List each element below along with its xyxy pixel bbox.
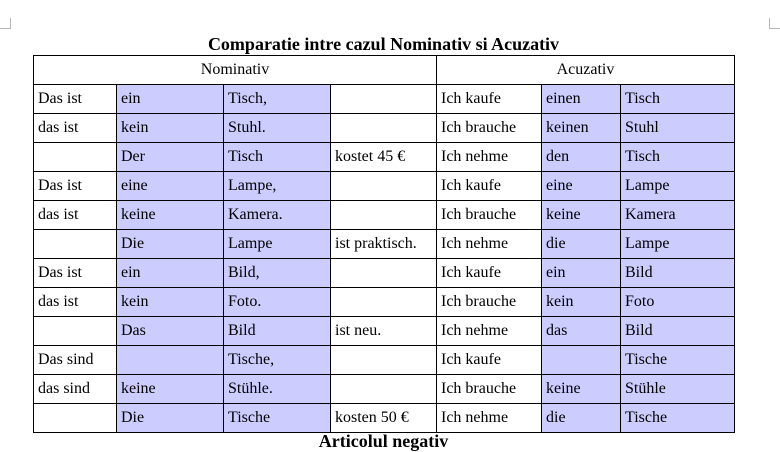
cell-acuzativ-phrase: Ich nehme <box>437 317 542 346</box>
cell-nominativ-predicate <box>331 114 437 143</box>
cell-nominativ-article: kein <box>117 114 224 143</box>
cell-nominativ-noun: Tische, <box>224 346 331 375</box>
cell-nominativ-article: ein <box>117 259 224 288</box>
cell-nominativ-noun: Bild <box>224 317 331 346</box>
cell-nominativ-phrase <box>34 230 117 259</box>
cell-nominativ-phrase: Das ist <box>34 85 117 114</box>
cell-nominativ-phrase: Das sind <box>34 346 117 375</box>
cell-nominativ-predicate <box>331 172 437 201</box>
table-row <box>34 288 735 317</box>
table-body <box>34 85 735 433</box>
cell-acuzativ-phrase: Ich nehme <box>437 143 542 172</box>
cell-nominativ-article: kein <box>117 288 224 317</box>
cell-nominativ-predicate <box>331 288 437 317</box>
cell-nominativ-noun: Lampe <box>224 230 331 259</box>
cell-nominativ-phrase <box>34 143 117 172</box>
cell-acuzativ-article: die <box>542 404 621 433</box>
cell-acuzativ-phrase: Ich brauche <box>437 114 542 143</box>
cell-nominativ-noun: Foto. <box>224 288 331 317</box>
cell-nominativ-article: Der <box>117 143 224 172</box>
header-row <box>34 56 735 85</box>
comparison-table <box>33 55 735 433</box>
cell-acuzativ-article: ein <box>542 259 621 288</box>
cell-acuzativ-noun: Tisch <box>621 143 735 172</box>
cell-nominativ-predicate <box>331 346 437 375</box>
table-row <box>34 143 735 172</box>
cell-nominativ-noun: Kamera. <box>224 201 331 230</box>
cell-acuzativ-noun: Lampe <box>621 230 735 259</box>
cell-nominativ-article: Das <box>117 317 224 346</box>
cell-nominativ-phrase: Das ist <box>34 172 117 201</box>
cell-acuzativ-noun: Lampe <box>621 172 735 201</box>
next-section-heading: Articolul negativ <box>318 431 449 451</box>
cell-nominativ-phrase <box>34 404 117 433</box>
cell-acuzativ-article: keinen <box>542 114 621 143</box>
page-corner-mark-left <box>0 18 11 29</box>
header-acuzativ: Acuzativ <box>437 56 735 85</box>
table-row <box>34 172 735 201</box>
cell-acuzativ-noun: Tische <box>621 346 735 375</box>
cell-acuzativ-phrase: Ich kaufe <box>437 172 542 201</box>
cell-acuzativ-article: kein <box>542 288 621 317</box>
cell-nominativ-phrase: Das ist <box>34 259 117 288</box>
cell-nominativ-noun: Tisch, <box>224 85 331 114</box>
cell-nominativ-phrase <box>34 317 117 346</box>
table-row <box>34 85 735 114</box>
cell-nominativ-article: keine <box>117 201 224 230</box>
cell-acuzativ-noun: Bild <box>621 317 735 346</box>
cell-acuzativ-noun: Foto <box>621 288 735 317</box>
cell-nominativ-predicate <box>331 259 437 288</box>
table-row <box>34 346 735 375</box>
header-nominativ: Nominativ <box>34 56 437 85</box>
cell-nominativ-phrase: das ist <box>34 201 117 230</box>
cell-nominativ-predicate: kosten 50 € <box>331 404 437 433</box>
cell-nominativ-predicate <box>331 375 437 404</box>
cell-acuzativ-article <box>542 346 621 375</box>
cell-acuzativ-article: einen <box>542 85 621 114</box>
cell-acuzativ-phrase: Ich kaufe <box>437 85 542 114</box>
cell-acuzativ-phrase: Ich nehme <box>437 230 542 259</box>
cell-acuzativ-article: die <box>542 230 621 259</box>
cell-nominativ-article: ein <box>117 85 224 114</box>
table-row <box>34 114 735 143</box>
cell-acuzativ-article: eine <box>542 172 621 201</box>
cell-nominativ-article <box>117 346 224 375</box>
cell-acuzativ-noun: Tisch <box>621 85 735 114</box>
cell-nominativ-article: Die <box>117 404 224 433</box>
cell-nominativ-predicate <box>331 201 437 230</box>
cell-acuzativ-noun: Kamera <box>621 201 735 230</box>
cell-nominativ-phrase: das ist <box>34 288 117 317</box>
cell-nominativ-predicate: ist praktisch. <box>331 230 437 259</box>
cell-acuzativ-noun: Bild <box>621 259 735 288</box>
cell-nominativ-article: keine <box>117 375 224 404</box>
cell-nominativ-article: Die <box>117 230 224 259</box>
cell-acuzativ-noun: Stuhl <box>621 114 735 143</box>
table-row <box>34 375 735 404</box>
cell-nominativ-phrase: das sind <box>34 375 117 404</box>
table-row <box>34 404 735 433</box>
cell-acuzativ-phrase: Ich kaufe <box>437 259 542 288</box>
cell-acuzativ-article: keine <box>542 375 621 404</box>
table-row <box>34 230 735 259</box>
table-row <box>34 201 735 230</box>
cell-nominativ-predicate: ist neu. <box>331 317 437 346</box>
cell-acuzativ-article: keine <box>542 201 621 230</box>
table-row <box>34 259 735 288</box>
cell-acuzativ-phrase: Ich kaufe <box>437 346 542 375</box>
table-row <box>34 317 735 346</box>
cell-nominativ-noun: Bild, <box>224 259 331 288</box>
cell-nominativ-noun: Stuhl. <box>224 114 331 143</box>
cell-nominativ-article: eine <box>117 172 224 201</box>
page-corner-mark-right <box>769 18 780 29</box>
cell-acuzativ-phrase: Ich nehme <box>437 404 542 433</box>
cell-nominativ-noun: Tisch <box>224 143 331 172</box>
cell-nominativ-predicate <box>331 85 437 114</box>
cell-acuzativ-noun: Stühle <box>621 375 735 404</box>
cell-nominativ-noun: Stühle. <box>224 375 331 404</box>
cell-acuzativ-phrase: Ich brauche <box>437 288 542 317</box>
cell-acuzativ-phrase: Ich brauche <box>437 201 542 230</box>
cell-acuzativ-phrase: Ich brauche <box>437 375 542 404</box>
cell-acuzativ-article: das <box>542 317 621 346</box>
cell-acuzativ-article: den <box>542 143 621 172</box>
cell-nominativ-noun: Tische <box>224 404 331 433</box>
document-title: Comparatie intre cazul Nominativ si Acuzativ <box>207 34 560 54</box>
cell-nominativ-phrase: das ist <box>34 114 117 143</box>
cell-nominativ-noun: Lampe, <box>224 172 331 201</box>
cell-nominativ-predicate: kostet 45 € <box>331 143 437 172</box>
cell-acuzativ-noun: Tische <box>621 404 735 433</box>
